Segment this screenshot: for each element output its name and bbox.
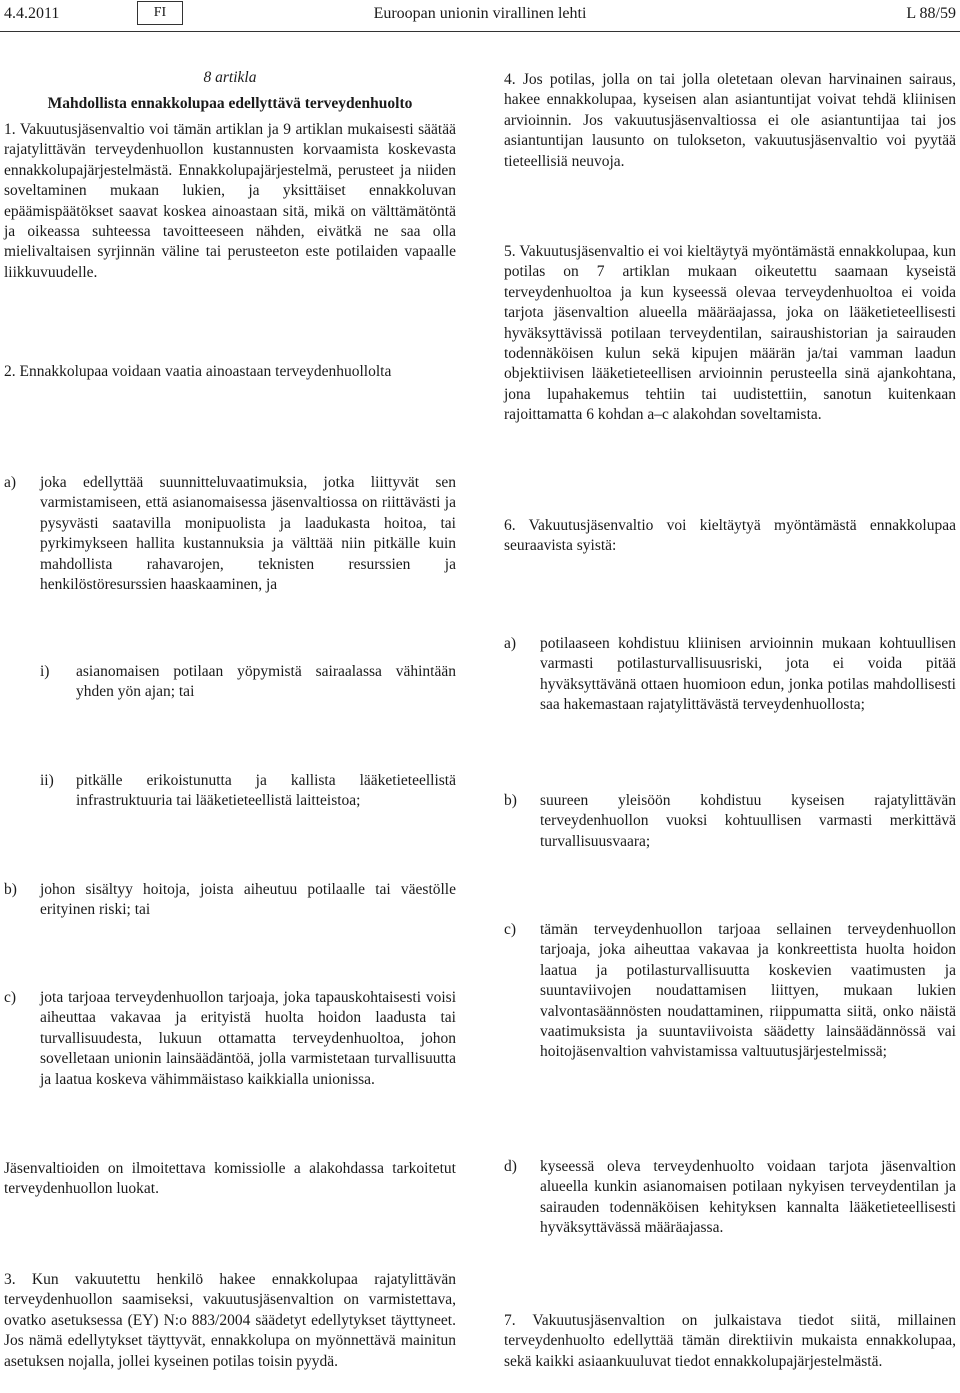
list-item-c-left <box>4 988 456 1090</box>
list-item-a-left <box>4 473 456 595</box>
paragraph-6: 6. Vakuutusjäsenvaltio voi kieltäytyä myöntämästä ennakkolupaa seuraavista syistä: <box>504 517 956 555</box>
item-text: kyseessä oleva terveydenhuolto voidaan tarjota jäsenvaltion alueella kunkin asianomaisen potilaan nykyisen terveydentilan ja sairauden todennäköisen kehityksen kannalta lääketieteellisesti hyväksyttävässä määräajassa. <box>540 1158 956 1237</box>
paragraph-1: 1. Vakuutusjäsenvaltio voi tämän artiklan ja 9 artiklan mukaisesti säätää rajatylittävän terveydenhuollon kustannusten korvaamista koskevasta ennakkolupajärjestelmästä. Ennakkolupajärjestelmä, perusteet ja niiden soveltaminen mukaan lukien, ja yksittäiset ennakkoluvan epäämispäätökset saavat koskea ainoastaan sitä, mikä on välttämätöntä ja oikeassa suhteessa tavoitteeseen nähden, eivätkä ne saa olla mielivaltaisen syrjinnän väline tai perusteeton este potilaiden vapaalle liikkuvuudelle. <box>4 121 456 281</box>
item-text: jota tarjoaa terveydenhuollon tarjoaja, joka tapauskohtaisesti voisi aiheuttaa vakavaa ja erityistä huolta hoidon laadusta tai turvallisuudesta, lukuun ottamatta terveydenhuoltoa, johon sovelletaan unionin lainsäädäntöä, jolla varmistetaan turvallisuutta ja laatua koskeva vähimmäistaso kaikkialla unionissa. <box>40 989 456 1088</box>
item-text: suureen yleisöön kohdistuu kyseisen rajatylittävän terveydenhuollon vuoksi kohtuullisen varmasti merkittävä turvallisuusvaara; <box>540 792 956 850</box>
item-label: d) <box>504 1158 517 1175</box>
notification-paragraph: Jäsenvaltioiden on ilmoitettava komissiolle a alakohdassa tarkoitetut terveydenhuollon luokat. <box>4 1160 456 1198</box>
list-item-a-right <box>504 634 956 716</box>
journal-title: Euroopan unionin virallinen lehti <box>373 5 587 22</box>
item-text: johon sisältyy hoitoja, joista aiheutuu potilaalle tai väestölle erityinen riski; tai <box>40 881 456 919</box>
language-box: FI <box>137 1 183 25</box>
article-title: Mahdollista ennakkolupaa edellyttävä terveydenhuolto <box>47 95 413 112</box>
item-label: b) <box>4 881 17 898</box>
item-label: ii) <box>40 772 54 789</box>
list-item-ii <box>40 771 456 812</box>
list-item-b-right <box>504 791 956 852</box>
list-item-d-right <box>504 1157 956 1239</box>
header-rule <box>0 31 960 32</box>
item-label: c) <box>504 921 517 938</box>
paragraph-7: 7. Vakuutusjäsenvaltion on julkaistava tiedot siitä, millainen terveydenhuolto edellyttää tämän direktiivin mukaista ennakkolupaa, sekä kaikki asiaankuuluvat tiedot ennakkolupajärjestelmästä. <box>504 1312 956 1370</box>
item-label: c) <box>4 989 17 1006</box>
item-text: pitkälle erikoistunutta ja kallista lääketieteellistä infrastruktuuria tai lääketieteellistä laitteistoa; <box>76 772 456 810</box>
list-item-b-left <box>4 880 456 921</box>
paragraph-4: 4. Jos potilas, jolla on tai jolla oletetaan olevan harvinainen sairaus, hakee ennakkolupaa, kyseisen alan asiantuntijat voivat tehdä kliinisen arvioinnin. Jos vakuutusjäsenvaltiossa ei ole asiantuntijaa tai jos asiantuntijan lausunto on tulokseton, vakuutusjäsenvaltio voi pyytää tieteellisiä neuvoja. <box>504 71 956 170</box>
item-text: tämän terveydenhuollon tarjoaa sellainen terveydenhuollon tarjoaja, joka aiheuttaa vakavaa ja konkreettista huolta hoidon laatua ja potilasturvallisuutta koskevien vaatimusten ja suuntaviivojen noudattamisen liittyen, mukaan lukien valvontasäännösten noudattaminen, riippumatta siitä, onko näistä vaatimuksista ja suuntaviivoista säädetty lainsäädännössä vai hoitojäsenvaltion vahvistamissa valtuutusjärjestelmissä; <box>540 921 956 1061</box>
header-date: 4.4.2011 <box>4 5 60 22</box>
list-item-i <box>40 662 456 703</box>
paragraph-3: 3. Kun vakuutettu henkilö hakee ennakkolupaa rajatylittävän terveydenhuollon saamiseksi, vakuutusjäsenvaltion on varmistettava, ovatko asetuksessa (EY) N:o 883/2004 säädetyt edellytykset täyttyneet. Jos nämä edellytykset täyttyvät, ennakkolupa on myönnettävä mainitun asetuksen nojalla, jollei kyseinen potilas toisin pyydä. <box>4 1271 456 1370</box>
list-item-c-right <box>504 920 956 1063</box>
item-text: potilaaseen kohdistuu kliinisen arvioinnin mukaan kohtuullisen varmasti potilasturvallisuusriski, jota ei voida pitää hyväksyttävänä ottaen huomioon edun, jonka potilas mahdollisesti saa hakemastaan rajatylittävästä terveydenhuollosta; <box>540 635 956 714</box>
article-number: 8 artikla <box>203 69 257 86</box>
paragraph-5: 5. Vakuutusjäsenvaltio ei voi kieltäytyä myöntämästä ennakkolupaa, kun potilas on 7 artiklan mukaan oikeutettu saamaan kyseistä terveydenhuoltoa ja kun kyseessä olevaa terveydenhuoltoa ei voida tarjota jäsenvaltion alueella määräajassa, joka on lääketieteellisesti hyväksyttävissä potilaan terveydentilan, sairaushistorian ja sairauden todennäköisen kulun sekä kipujen määrän ja/tai vamman laadun objektiivisen lääketieteellisen arvioinnin perusteella sinä ajankohtana, jona lupahakemus tehtiin tai uudistettiin, sanotun kuitenkaan rajoittamatta 6 kohdan a–c alakohdan soveltamista. <box>504 243 956 424</box>
page-header <box>0 0 960 32</box>
item-label: i) <box>40 663 50 680</box>
page-number: L 88/59 <box>906 5 956 22</box>
item-label: a) <box>504 635 517 652</box>
item-text: joka edellyttää suunnitteluvaatimuksia, jotka liittyvät sen varmistamiseen, että asianomaisessa jäsenvaltiossa on riittävästi ja pysyvästi saatavilla monipuolista ja laadukasta hoitoa, tai pyrkimykseen hallita kustannuksia ja välttää niin pitkälle kuin mahdollista rahavarojen, teknisten resurssien ja henkilöstöresurssien haaskaaminen, ja <box>40 474 456 594</box>
item-label: a) <box>4 474 17 491</box>
item-text: asianomaisen potilaan yöpymistä sairaalassa vähintään yhden yön ajan; tai <box>76 663 456 701</box>
paragraph-2: 2. Ennakkolupaa voidaan vaatia ainoastaan terveydenhuollolta <box>4 363 392 380</box>
item-label: b) <box>504 792 517 809</box>
